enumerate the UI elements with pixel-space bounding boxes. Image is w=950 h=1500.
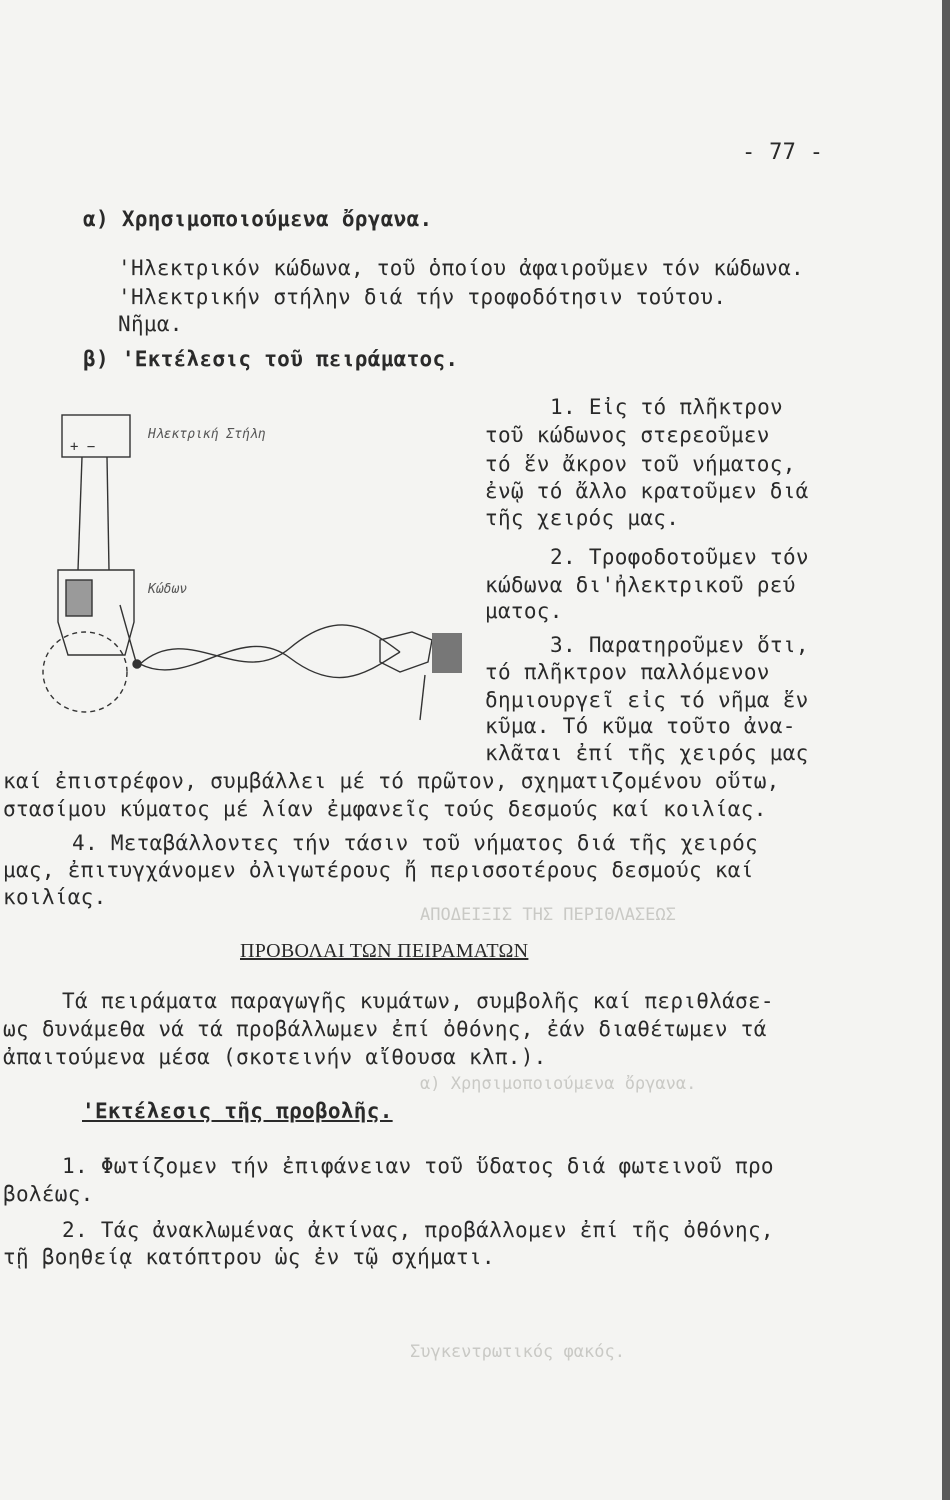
text-line: ως δυνάμεθα νά τά προβάλλωμεν ἐπί ὀθόνης, ἐάν διαθέτωμεν τά — [3, 1017, 767, 1041]
battery-wire-left — [78, 457, 82, 570]
text-line: κοιλίας. — [3, 885, 107, 909]
battery-wire-right — [107, 457, 109, 570]
bell-label: Κώδων — [148, 582, 188, 597]
cuff-block — [432, 633, 462, 673]
projections-heading: ΠΡΟΒΟΛΑΙ ΤΩΝ ΠΕΙΡΑΜΑΤΩΝ — [240, 940, 529, 962]
text-line: 2. Τροφοδοτοῦμεν τόν — [550, 545, 809, 569]
text-line: στασίμου κύματος μέ λίαν ἐμφανεῖς τούς δεσμούς καί κοιλίας. — [3, 797, 767, 821]
text-line: 'Ηλεκτρικήν στήλην διά τήν τροφοδότησιν τούτου. — [118, 285, 727, 309]
page-edge-shadow — [942, 0, 950, 1500]
standing-wave-apparatus-figure — [40, 400, 480, 745]
text-line: 1. Εἰς τό πλῆκτρον — [550, 395, 783, 419]
text-line: 1. Φωτίζομεν τήν ἐπιφάνειαν τοῦ ὕδατος διά φωτεινοῦ προ — [62, 1154, 774, 1178]
section-b-heading: β) 'Εκτέλεσις τοῦ πειράματος. — [83, 347, 459, 371]
projection-subheading: 'Εκτέλεσις τῆς προβολῆς. — [82, 1099, 393, 1123]
text-line: μας, ἐπιτυγχάνομεν ὀλιγωτέρους ἤ περισσοτέρους δεσμούς καί — [3, 858, 754, 882]
text-line: Τά πειράματα παραγωγῆς κυμάτων, συμβολῆς καί περιθλάσε- — [62, 989, 774, 1013]
text-line: τοῦ κώδωνος στερεοῦμεν — [485, 423, 770, 447]
text-line: βολέως. — [3, 1182, 94, 1206]
text-line: 4. Μεταβάλλοντες τήν τάσιν τοῦ νήματος διά τῆς χειρός — [72, 831, 758, 855]
hand-leader-line — [420, 675, 425, 720]
clapper-knob — [133, 660, 141, 668]
string-wave-1 — [140, 625, 400, 664]
string-wave-2 — [140, 646, 400, 677]
bell-electromagnet — [66, 580, 92, 616]
text-line: 'Ηλεκτρικόν κώδωνα, τοῦ ὁποίου ἀφαιροῦμεν τόν κώδωνα. — [118, 256, 804, 280]
text-line: κῦμα. Τό κῦμα τοῦτο ἀνα- — [485, 714, 796, 738]
text-line: τό πλῆκτρον παλλόμενον — [485, 660, 770, 684]
text-line: ἐνῷ τό ἄλλο κρατοῦμεν διά — [485, 479, 809, 503]
battery-terminals: + − — [70, 439, 96, 455]
battery-label: Ηλεκτρική Στήλη — [148, 427, 266, 442]
text-line: κλᾶται ἐπί τῆς χειρός μας — [485, 741, 809, 765]
bleed-through-line: Συγκεντρωτικός φακός. — [410, 1342, 625, 1362]
text-line: 2. Τάς ἀνακλωμένας ἀκτίνας, προβάλλομεν ἐπί τῆς ὀθόνης, — [62, 1218, 774, 1242]
bleed-through-line: α) Χρησιμοποιούμενα ὄργανα. — [420, 1074, 697, 1094]
text-line: Νῆμα. — [118, 312, 183, 336]
page-number: - 77 - — [742, 140, 824, 165]
text-line: τῇ βοηθείᾳ κατόπτρου ὡς ἐν τῷ σχήματι. — [3, 1245, 495, 1269]
hand-outline — [380, 632, 432, 672]
text-line: κώδωνα δι'ἠλεκτρικοῦ ρεύ — [485, 573, 796, 597]
text-line: 3. Παρατηροῦμεν ὅτι, — [550, 633, 809, 657]
text-line: τῆς χειρός μας. — [485, 506, 680, 530]
bell-gong-outline — [43, 632, 127, 712]
text-line: ἀπαιτούμενα μέσα (σκοτεινήν αἴθουσα κλπ.). — [3, 1045, 547, 1069]
text-line: τό ἕν ἄκρον τοῦ νήματος, — [485, 452, 796, 476]
text-line: ματος. — [485, 599, 563, 623]
section-a-heading: α) Χρησιμοποιούμενα ὄργανα. — [83, 207, 433, 231]
text-line: καί ἐπιστρέφον, συμβάλλει μέ τό πρῶτον, σχηματιζομένου οὕτω, — [3, 769, 780, 793]
text-line: δημιουργεῖ εἰς τό νῆμα ἕν — [485, 688, 809, 712]
bleed-through-heading: ΑΠΟΔΕΙΞΙΣ ΤΗΣ ΠΕΡΙΘΛΑΣΕΩΣ — [420, 905, 676, 925]
